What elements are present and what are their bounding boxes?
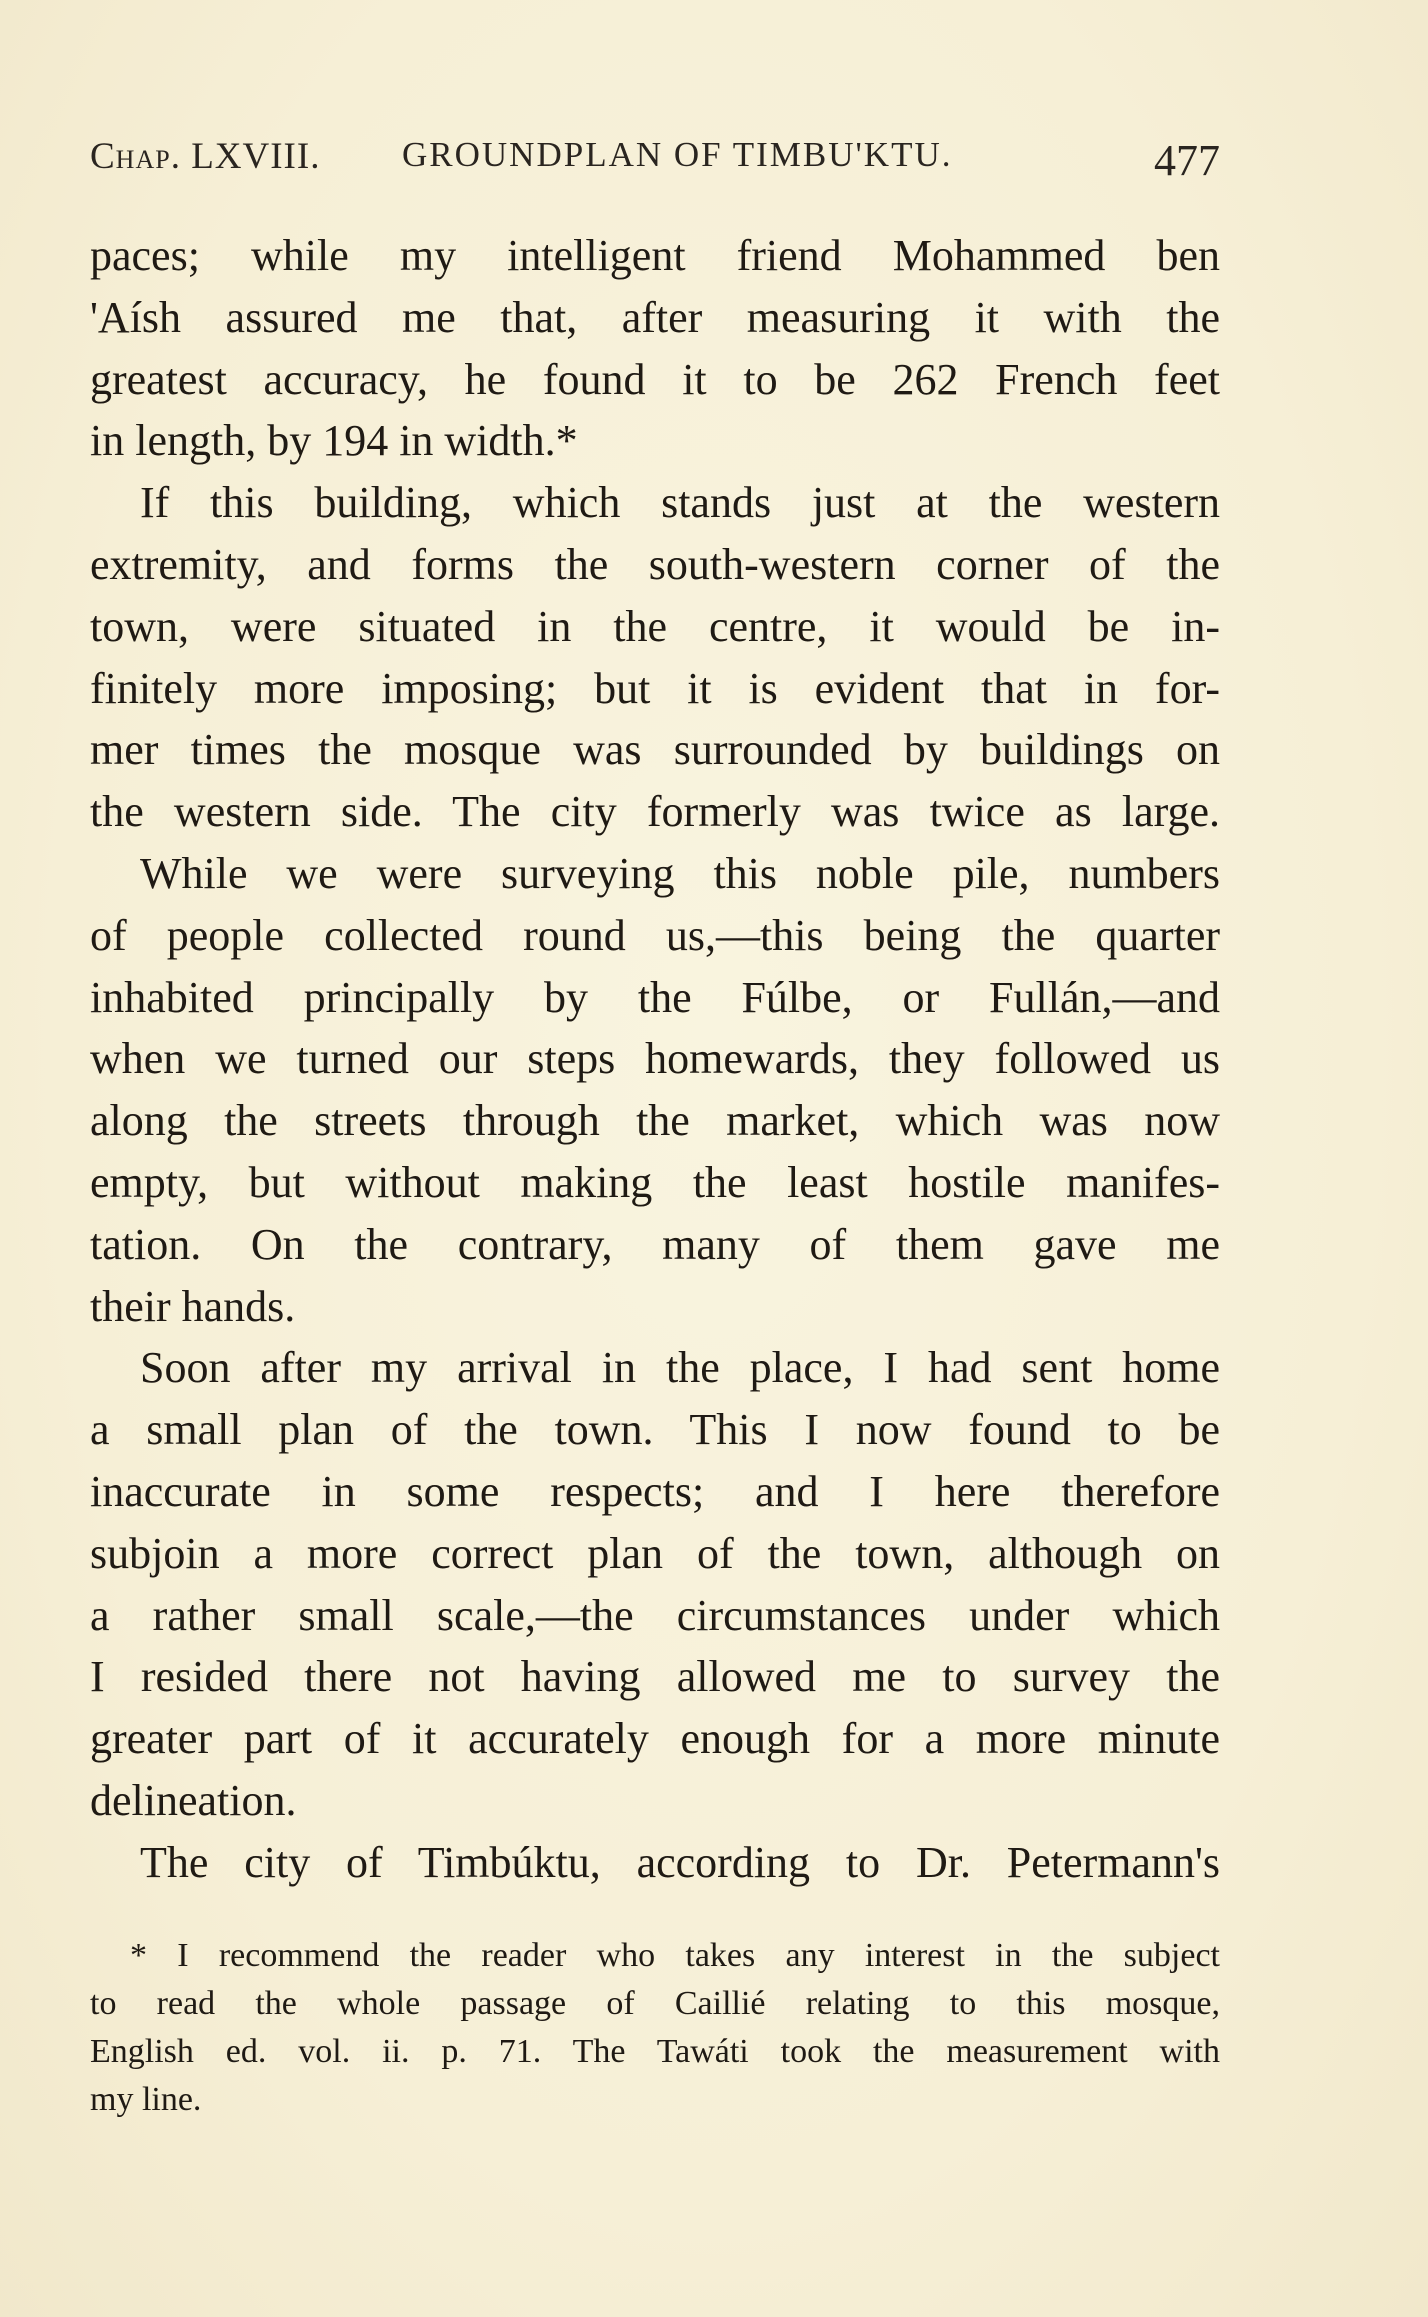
running-header (90, 135, 1220, 185)
footnote-line: my line. (90, 2081, 202, 2118)
chapter-number: Chap. LXVIII. (90, 136, 321, 177)
footnote-line: to read the whole passage of Caillié relating to this mosque, (90, 1985, 1220, 2022)
text-line: mer times the mosque was surrounded by buildings on (90, 725, 1220, 775)
text-line: when we turned our steps homewards, they followed us (90, 1034, 1220, 1084)
text-line: If this building, which stands just at the western (140, 478, 1220, 528)
text-line: empty, but without making the least hostile manifes- (90, 1157, 1220, 1207)
footnote-line: * I recommend the reader who takes any interest in the subject (130, 1937, 1220, 1974)
text-line: town, were situated in the centre, it would be in- (90, 601, 1220, 651)
text-line: inhabited principally by the Fúlbe, or Fullán,—and (90, 972, 1220, 1022)
running-title: GROUNDPLAN OF TIMBU'KTU. (402, 135, 953, 174)
text-line: greater part of it accurately enough for a more minute (90, 1714, 1220, 1764)
text-line: paces; while my intelligent friend Mohammed ben (90, 231, 1220, 280)
text-line: 'Aísh assured me that, after measuring it with the (90, 292, 1220, 342)
text-line: in length, by 194 in width.* (90, 416, 578, 466)
text-line: While we were surveying this noble pile, numbers (140, 848, 1220, 898)
text-line: Soon after my arrival in the place, I had sent home (140, 1343, 1220, 1393)
text-line: finitely more imposing; but it is evident that in for- (90, 663, 1220, 713)
page-number: 477 (1154, 136, 1220, 185)
footnote-line: English ed. vol. ii. p. 71. The Tawáti took the measurement with (90, 2033, 1220, 2070)
text-line: the western side. The city formerly was twice as large. (90, 787, 1220, 837)
text-line: delineation. (90, 1775, 297, 1825)
text-line: tation. On the contrary, many of them gave me (90, 1219, 1220, 1269)
text-line: of people collected round us,—this being the quarter (90, 910, 1220, 960)
text-line: The city of Timbúktu, according to Dr. Petermann's (140, 1837, 1220, 1887)
text-line: along the streets through the market, which was now (90, 1096, 1220, 1146)
text-line: inaccurate in some respects; and I here therefore (90, 1466, 1220, 1516)
text-line: extremity, and forms the south-western corner of the (90, 539, 1220, 589)
text-line: I resided there not having allowed me to survey the (90, 1652, 1220, 1702)
text-line: their hands. (90, 1281, 296, 1331)
text-line: greatest accuracy, he found it to be 262 French feet (90, 354, 1220, 404)
footnote (90, 1932, 1220, 2124)
text-line: a rather small scale,—the circumstances under which (90, 1590, 1220, 1640)
body-text (90, 225, 1220, 1894)
text-line: a small plan of the town. This I now found to be (90, 1405, 1220, 1455)
text-line: subjoin a more correct plan of the town, although on (90, 1528, 1220, 1578)
